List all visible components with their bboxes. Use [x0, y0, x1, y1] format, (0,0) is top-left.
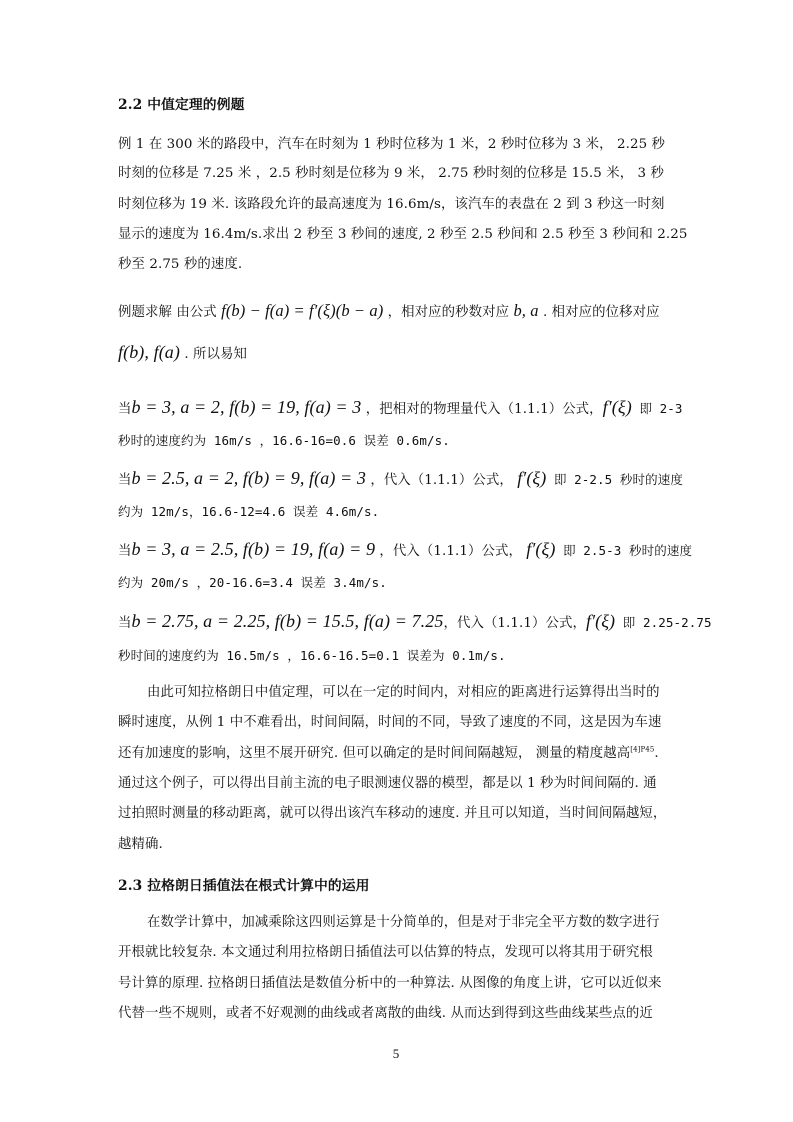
case-3-fxi: f′(ξ): [526, 539, 556, 559]
section-heading-2-2: 2.2 中值定理的例题: [118, 97, 245, 113]
solution-line2-tail: . 所以易知: [184, 347, 248, 362]
citation-marker: [4]P45: [630, 745, 655, 754]
case-1-prefix: 当: [118, 402, 132, 417]
mean-value-formula: f(b) − f(a) = f′(ξ)(b − a): [221, 301, 384, 320]
solution-lead: 例题求解 由公式: [118, 305, 217, 320]
section-2-3-line-3: 号计算的原理. 拉格朗日插值法是数值分析中的一种算法. 从图像的角度上讲，它可以近似来: [118, 976, 662, 991]
case-3-line-1: [118, 539, 692, 562]
case-1-text1: ，把相对的物理量代入（1.1.1）公式，: [361, 402, 603, 417]
conclusion-line-6: 越精确.: [118, 837, 163, 852]
case-1-formula: b = 3, a = 2, f(b) = 19, f(a) = 3: [131, 397, 362, 417]
case-3-line-2: 约为 20m/s ，20-16.6=3.4 误差 3.4m/s.: [118, 575, 387, 590]
example-line-5: 秒至 2.75 秒的速度.: [118, 257, 243, 272]
example-line-4: 显示的速度为 16.4m/s.求出 2 秒至 3 秒间的速度, 2 秒至 2.5 秒间和 2.5 秒至 3 秒间和 2.25: [118, 227, 688, 242]
case-3-prefix: 当: [118, 544, 132, 559]
case-2-fxi: f′(ξ): [517, 468, 547, 488]
section-2-3-line-2: 开根就比较复杂. 本文通过利用拉格朗日插值法可以估算的特点，发现可以将其用于研究根: [118, 945, 653, 960]
page-number: 5: [392, 1046, 400, 1061]
solution-mid: ，相对应的秒数对应: [387, 305, 510, 320]
example-line-1: 例 1 在 300 米的路段中，汽车在时刻为 1 秒时位移为 1 米，2 秒时位移为 3 米， 2.25 秒: [118, 137, 666, 152]
solution-line2-formula: f(b), f(a): [118, 342, 180, 362]
section-2-3-line-4: 代替一些不规则，或者不好观测的曲线或者离散的曲线. 从而达到得到这些曲线某些点的近: [118, 1006, 653, 1021]
case-4-fxi: f′(ξ): [585, 611, 616, 631]
case-1-fxi: f′(ξ): [602, 397, 632, 417]
solution-tail: . 相对应的位移对应: [542, 305, 660, 320]
case-1-line-1: [118, 397, 683, 420]
case-1-line-2: 秒时的速度约为 16m/s ，16.6-16=0.6 误差 0.6m/s.: [118, 433, 450, 448]
case-2-text2: 即 2-2.5 秒时的速度: [546, 472, 683, 487]
case-3-text2: 即 2.5-3 秒时的速度: [555, 543, 693, 558]
case-2-line-1: [118, 468, 683, 491]
case-4-prefix: 当: [118, 616, 132, 631]
case-4-formula: b = 2.75, a = 2.25, f(b) = 15.5, f(a) = 7.25: [131, 611, 444, 631]
conclusion-line-5: 过拍照时测量的移动距离，就可以得出该汽车移动的速度. 并且可以知道，当时间间隔越短，: [118, 806, 667, 821]
conclusion-line-1: 由此可知拉格朗日中值定理，可以在一定的时间内，对相应的距离进行运算得出当时的: [147, 685, 660, 700]
case-4-text2: 即 2.25-2.75: [615, 615, 712, 630]
case-3-text1: ，代入（1.1.1）公式，: [375, 544, 527, 559]
conclusion-line-2: 瞬时速度，从例 1 中不难看出，时间间隔，时间的不同，导致了速度的不同，这是因为车速: [118, 715, 662, 730]
case-2-line-2: 约为 12m/s，16.6-12=4.6 误差 4.6m/s.: [118, 504, 380, 519]
solution-line-2: [118, 342, 247, 365]
conclusion-line-3-text: 还有加速度的影响，这里不展开研究. 但可以确定的是时间间隔越短， 测量的精度越高: [118, 746, 631, 761]
case-2-prefix: 当: [118, 473, 132, 488]
case-2-formula: b = 2.5, a = 2, f(b) = 9, f(a) = 3: [131, 468, 366, 488]
case-2-text1: ，代入（1.1.1）公式，: [365, 473, 518, 488]
case-4-line-2: 秒时间的速度约为 16.5m/s ，16.6-16.5=0.1 误差为 0.1m/s.: [118, 648, 506, 663]
section-2-3-line-1: 在数学计算中，加减乘除这四则运算是十分简单的，但是对于非完全平方数的数字进行: [147, 915, 660, 930]
conclusion-line-4: 通过这个例子，可以得出目前主流的电子眼测速仪器的模型，都是以 1 秒为时间间隔的. 通: [118, 776, 657, 791]
section-heading-2-3: 2.3 拉格朗日插值法在根式计算中的运用: [118, 878, 370, 894]
solution-line-1: [118, 301, 660, 323]
case-1-text2: 即 2-3: [631, 401, 683, 416]
case-4-text1: ，代入（1.1.1）公式，: [443, 616, 586, 631]
case-3-formula: b = 3, a = 2.5, f(b) = 19, f(a) = 9: [131, 539, 376, 559]
example-line-3: 时刻位移为 19 米. 该路段允许的最高速度为 16.6m/s，该汽车的表盘在 2 到 3 秒这一时刻: [118, 197, 665, 212]
example-line-2: 时刻的位移是 7.25 米 ，2.5 秒时刻是位移为 9 米， 2.75 秒时刻的位移是 15.5 米， 3 秒: [118, 166, 665, 181]
case-4-line-1: [118, 611, 712, 634]
solution-vars: b, a: [513, 301, 539, 320]
conclusion-line-3: 还有加速度的影响，这里不展开研究. 但可以确定的是时间间隔越短， 测量的精度越高$^{[4]P45}$.: [118, 745, 659, 761]
